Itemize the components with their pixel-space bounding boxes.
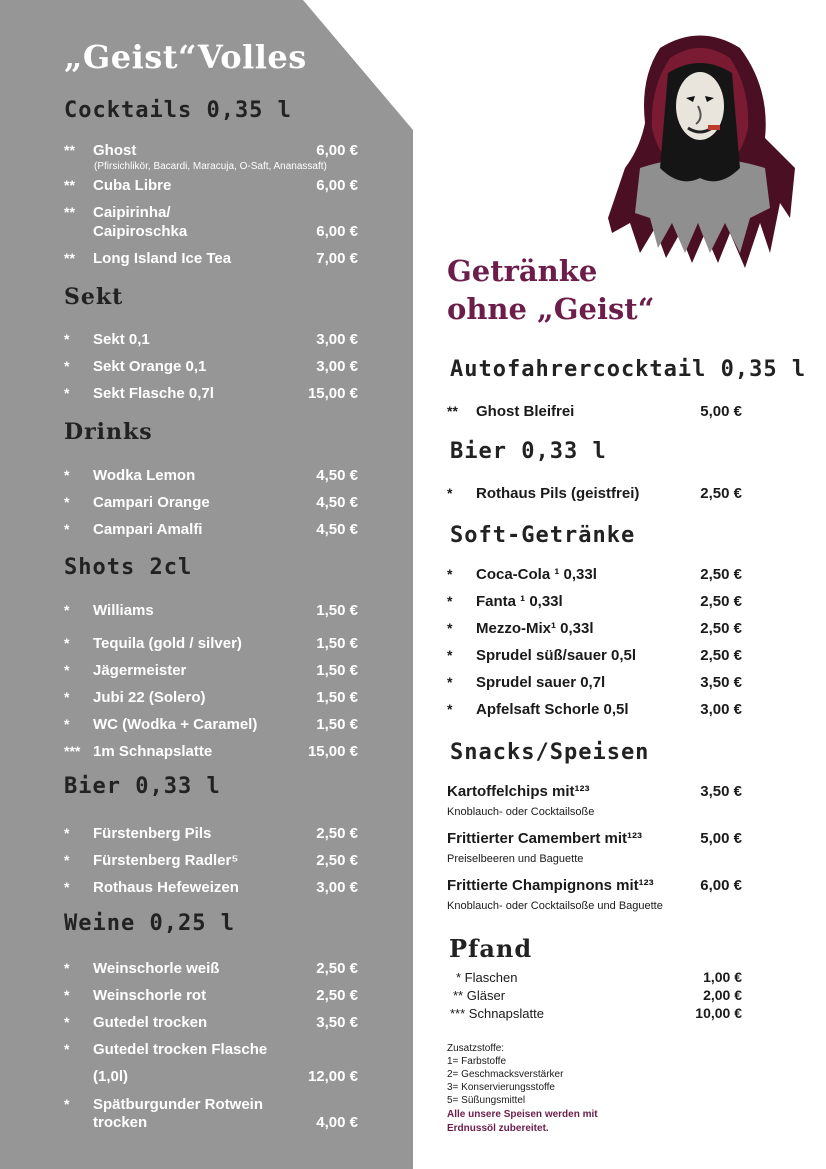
- item-mark: *: [447, 674, 453, 690]
- item-mark: *: [64, 879, 70, 895]
- menu-item-price: 6,00 €: [316, 223, 358, 240]
- menu-item-price: 3,50 €: [700, 674, 742, 691]
- menu-item-price: 2,50 €: [316, 960, 358, 977]
- menu-item-name: Gutedel trocken: [93, 1014, 208, 1031]
- menu-item-price: 1,50 €: [316, 689, 358, 706]
- item-mark: *: [64, 960, 70, 976]
- menu-item-name: Ghost: [93, 142, 137, 159]
- menu-item-name: Caipirinha/: [93, 204, 171, 221]
- item-mark: ***: [64, 743, 81, 759]
- menu-item-price: 2,50 €: [316, 825, 358, 842]
- menu-item-note: Knoblauch- oder Cocktailsoße: [447, 806, 595, 818]
- item-mark: **: [64, 250, 75, 266]
- menu-item-name: Sprudel süß/sauer 0,5l: [476, 647, 637, 664]
- menu-item-name: Sprudel sauer 0,7l: [476, 674, 606, 691]
- menu-item-name: WC (Wodka + Caramel): [93, 716, 258, 733]
- menu-item-price: 4,00 €: [316, 1114, 358, 1131]
- menu-item-price: 2,50 €: [700, 593, 742, 610]
- menu-item-name: Williams: [93, 602, 154, 619]
- item-mark: *: [64, 852, 70, 868]
- item-mark: *: [64, 635, 70, 651]
- item-mark: *: [447, 701, 453, 717]
- menu-item-price: 3,00 €: [316, 879, 358, 896]
- item-mark: *: [447, 620, 453, 636]
- left-title: „Geist“Volles: [64, 38, 307, 76]
- additive-line: 1= Farbstoffe: [447, 1056, 507, 1067]
- item-mark: *: [64, 385, 70, 401]
- item-mark: **: [64, 142, 75, 158]
- additive-line: 3= Konservierungsstoffe: [447, 1082, 555, 1093]
- item-mark: *: [64, 825, 70, 841]
- item-mark: *: [64, 987, 70, 1003]
- menu-item-name: Fürstenberg Pils: [93, 825, 212, 842]
- menu-item-name: Wodka Lemon: [93, 467, 196, 484]
- menu-item-name: 1m Schnapslatte: [93, 743, 213, 760]
- menu-item-note: (Pfirsichlikör, Bacardi, Maracuja, O-Saft, Ananassaft): [94, 161, 327, 172]
- item-mark: *: [64, 716, 70, 732]
- menu-item-price: 15,00 €: [307, 743, 358, 760]
- item-mark: *: [64, 602, 70, 618]
- menu-item-name: Weinschorle rot: [93, 987, 207, 1004]
- menu-item-price: 6,00 €: [700, 877, 742, 894]
- pfand-item-price: 10,00 €: [695, 1005, 742, 1021]
- menu-item-name: Sekt Orange 0,1: [93, 358, 207, 375]
- menu-item-price: 3,00 €: [700, 701, 742, 718]
- pfand-item-name: *** Schnapslatte: [450, 1006, 544, 1021]
- menu-item-price: 2,50 €: [700, 620, 742, 637]
- menu-item-note: Preiselbeeren und Baguette: [447, 853, 584, 865]
- additive-line: 2= Geschmacksverstärker: [447, 1069, 564, 1080]
- allergy-note-line2: Erdnussöl zubereitet.: [447, 1123, 549, 1134]
- menu-item-name: Jubi 22 (Solero): [93, 689, 206, 706]
- menu-item-price: 4,50 €: [316, 521, 358, 538]
- item-mark: *: [64, 331, 70, 347]
- item-mark: **: [447, 403, 458, 419]
- item-mark: **: [64, 177, 75, 193]
- menu-item-name: Mezzo-Mix¹ 0,33l: [476, 620, 594, 637]
- section-heading-autofahrer: Autofahrercocktail 0,35 l: [450, 357, 807, 382]
- menu-item-price: 3,50 €: [700, 783, 742, 800]
- item-mark: **: [64, 204, 75, 220]
- menu-item-price: 1,50 €: [316, 602, 358, 619]
- menu-item-name: Long Island Ice Tea: [93, 250, 232, 267]
- menu-item-price: 4,50 €: [316, 494, 358, 511]
- menu-item-name: Gutedel trocken Flasche: [93, 1041, 268, 1058]
- item-mark: *: [64, 358, 70, 374]
- menu-item-price: 4,50 €: [316, 467, 358, 484]
- item-mark: *: [64, 662, 70, 678]
- menu-item-price: 5,00 €: [700, 830, 742, 847]
- item-mark: *: [64, 521, 70, 537]
- menu-item-price: 2,50 €: [700, 566, 742, 583]
- menu-item-name: Fürstenberg Radler⁵: [93, 852, 239, 869]
- item-mark: *: [64, 467, 70, 483]
- menu-item-price: 2,50 €: [700, 647, 742, 664]
- pfand-item-price: 1,00 €: [703, 969, 742, 985]
- menu-item-name: Sekt 0,1: [93, 331, 150, 348]
- section-heading-bier-right: Bier 0,33 l: [450, 439, 607, 464]
- menu-item-price: 12,00 €: [307, 1068, 358, 1085]
- menu-item-price: 2,50 €: [316, 987, 358, 1004]
- menu-item-price: 2,50 €: [316, 852, 358, 869]
- menu-item-price: 6,00 €: [316, 142, 358, 159]
- menu-item-name: Tequila (gold / silver): [93, 635, 242, 652]
- menu-item-name: Rothaus Pils (geistfrei): [476, 485, 640, 502]
- right-title-line1: Getränke: [447, 254, 598, 288]
- menu-item-name: Jägermeister: [93, 662, 187, 679]
- menu-item-price: 1,50 €: [316, 662, 358, 679]
- allergy-note-line1: Alle unsere Speisen werden mit: [447, 1109, 598, 1120]
- menu-item-name-line2: trocken: [93, 1114, 148, 1131]
- witch-figure-icon: [600, 28, 800, 268]
- menu-item-price: 7,00 €: [316, 250, 358, 267]
- section-heading-snacks: Snacks/Speisen: [450, 740, 650, 765]
- section-heading-bier: Bier 0,33 l: [64, 774, 221, 799]
- item-mark: *: [64, 1096, 70, 1112]
- menu-item-name: Sekt Flasche 0,7l: [93, 385, 214, 402]
- item-mark: *: [64, 689, 70, 705]
- menu-item-name: Frittierter Camembert mit¹²³: [447, 830, 643, 847]
- menu-item-name: Weinschorle weiß: [93, 960, 220, 977]
- menu-item-name-line2: (1,0l): [93, 1068, 129, 1085]
- menu-item-name: Fanta ¹ 0,33l: [476, 593, 563, 610]
- item-mark: *: [447, 566, 453, 582]
- menu-item-name-line2: Caipiroschka: [93, 223, 188, 240]
- menu-item-name: Rothaus Hefeweizen: [93, 879, 239, 896]
- section-heading-sekt: Sekt: [64, 284, 124, 310]
- menu-item-name: Frittierte Champignons mit¹²³: [447, 877, 654, 894]
- menu-item-price: 3,50 €: [316, 1014, 358, 1031]
- item-mark: *: [447, 593, 453, 609]
- item-mark: *: [447, 647, 453, 663]
- section-heading-pfand: Pfand: [449, 934, 533, 963]
- menu-item-name: Campari Orange: [93, 494, 210, 511]
- menu-item-price: 1,50 €: [316, 635, 358, 652]
- menu-item-name: Kartoffelchips mit¹²³: [447, 783, 590, 800]
- menu-item-name: Cuba Libre: [93, 177, 172, 194]
- item-mark: *: [64, 1014, 70, 1030]
- pfand-item-name: ** Gläser: [453, 988, 506, 1003]
- item-mark: *: [64, 1041, 70, 1057]
- section-heading-shots: Shots 2cl: [64, 555, 193, 580]
- section-heading-drinks: Drinks: [64, 419, 153, 445]
- right-title: [447, 252, 654, 328]
- pfand-item-price: 2,00 €: [703, 987, 742, 1003]
- menu-item-price: 2,50 €: [700, 485, 742, 502]
- menu-item-price: 3,00 €: [316, 331, 358, 348]
- item-mark: *: [447, 485, 453, 501]
- section-heading-soft: Soft-Getränke: [450, 523, 636, 548]
- right-title-line2: ohne „Geist“: [447, 292, 655, 326]
- section-heading-weine: Weine 0,25 l: [64, 911, 235, 936]
- menu-item-note: Knoblauch- oder Cocktailsoße und Baguette: [447, 900, 663, 912]
- menu-item-name: Spätburgunder Rotwein: [93, 1096, 263, 1113]
- menu-item-price: 1,50 €: [316, 716, 358, 733]
- menu-item-price: 6,00 €: [316, 177, 358, 194]
- section-heading-cocktails: Cocktails 0,35 l: [64, 98, 292, 123]
- menu-item-price: 15,00 €: [307, 385, 358, 402]
- menu-item-price: 5,00 €: [700, 403, 742, 420]
- item-mark: *: [64, 494, 70, 510]
- menu-item-name: Apfelsaft Schorle 0,5l: [476, 701, 629, 718]
- menu-item-name: Campari Amalfi: [93, 521, 203, 538]
- menu-item-price: 3,00 €: [316, 358, 358, 375]
- additive-line: 5= Süßungsmittel: [447, 1095, 526, 1106]
- pfand-item-name: * Flaschen: [456, 970, 518, 985]
- menu-item-name: Coca-Cola ¹ 0,33l: [476, 566, 597, 583]
- menu-item-name: Ghost Bleifrei: [476, 403, 575, 420]
- additives-title: Zusatzstoffe:: [447, 1043, 505, 1054]
